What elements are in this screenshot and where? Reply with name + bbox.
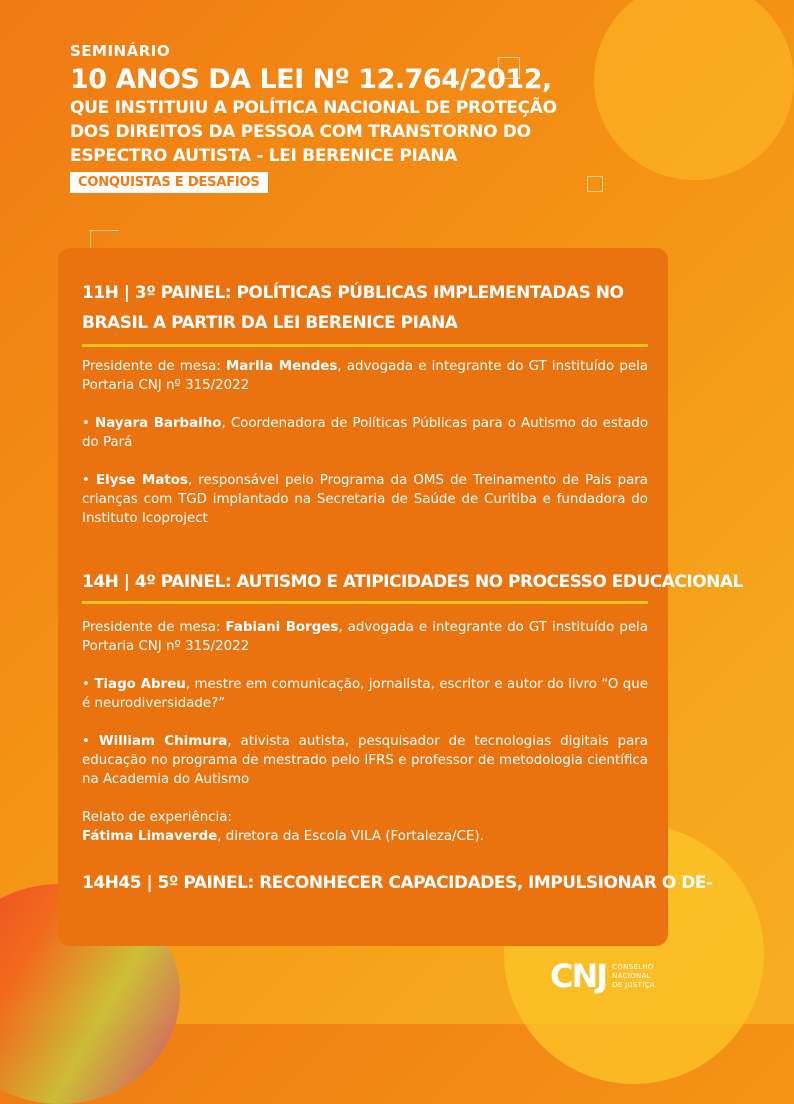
program-card bbox=[58, 248, 743, 946]
speaker-description: , Coordenadora de Políticas Públicas para o Autismo do estado do Pará bbox=[82, 416, 649, 450]
panel-4-report bbox=[82, 808, 648, 846]
decorative-square bbox=[587, 176, 603, 192]
panel-3-chair bbox=[82, 357, 648, 395]
event-subtitle-line-2: DOS DIREITOS DA PESSOA COM TRANSTORNO DO bbox=[70, 122, 531, 142]
panel-5-title: 14H45 | 5º PAINEL: RECONHECER CAPACIDADES, IMPULSIONAR O DE- bbox=[82, 873, 713, 893]
speaker-name: Tiago Abreu bbox=[94, 677, 186, 692]
speaker-description: , responsável pelo Programa da OMS de Treinamento de Pais para crianças com TGD implantado na Secretaria de Saúde de Curitiba e fundadora do Instituto Icoproject bbox=[82, 473, 648, 526]
chair-prefix: Presidente de mesa: bbox=[82, 359, 226, 374]
speaker-description: , mestre em comunicação, jornalista, escritor e autor do livro “O que é neurodiversidade?” bbox=[82, 677, 649, 711]
panel-3-speaker-1: • Nayara Barbalho, Coordenadora de Políticas Públicas para o Autismo do estado do Pará bbox=[82, 416, 649, 450]
speaker-name: Nayara Barbalho bbox=[94, 416, 222, 431]
panel-3-speaker-2: • Elyse Matos, responsável pelo Programa da OMS de Treinamento de Pais para crianças com TGD implantado na Secretaria de Saúde de Curitiba e fundadora do Instituto Icoproject bbox=[82, 473, 648, 526]
event-subtitle-line-1: QUE INSTITUIU A POLÍTICA NACIONAL DE PROTEÇÃO bbox=[70, 98, 557, 118]
event-title: 10 ANOS DA LEI Nº 12.764/2012, bbox=[70, 64, 552, 95]
report-name: Fátima Limaverde bbox=[82, 829, 218, 844]
decorative-circle-top-right bbox=[594, 0, 794, 180]
report-label: Relato de experiência: bbox=[82, 810, 232, 825]
cnj-logo-line: CONSELHO bbox=[612, 962, 654, 971]
chair-description: , advogada e integrante do GT instituído pela Portaria CNJ nº 315/2022 bbox=[82, 359, 649, 393]
speaker-description: , ativista autista, pesquisador de tecnologias digitais para educação no programa de mestrado pelo IFRS e professor de metodologia científica na Academia do Autismo bbox=[82, 734, 649, 787]
cnj-logo-line: DE JUSTIÇA bbox=[612, 980, 655, 989]
event-tag: CONQUISTAS E DESAFIOS bbox=[70, 172, 268, 193]
chair-prefix: Presidente de mesa: bbox=[82, 620, 226, 635]
speaker-name: William Chimura bbox=[98, 734, 228, 749]
panel-4-chair bbox=[82, 618, 648, 656]
cnj-logo-mark: CNJ bbox=[550, 957, 607, 995]
cnj-logo bbox=[550, 957, 655, 995]
panel-4-title: 14H | 4º PAINEL: AUTISMO E ATIPICIDADES NO PROCESSO EDUCACIONAL bbox=[82, 567, 648, 604]
chair-name: Marlla Mendes bbox=[225, 359, 338, 374]
event-subtitle-line-3: ESPECTRO AUTISTA - LEI BERENICE PIANA bbox=[70, 146, 458, 166]
chair-description: , advogada e integrante do GT instituído pela Portaria CNJ nº 315/2022 bbox=[82, 620, 648, 654]
panel-4-speaker-1: • Tiago Abreu, mestre em comunicação, jornalista, escritor e autor do livro “O que é neurodiversidade?” bbox=[82, 677, 649, 711]
cnj-logo-line: NACIONAL bbox=[612, 971, 651, 980]
chair-name: Fabiani Borges bbox=[225, 620, 339, 635]
panel-4-speaker-2: • William Chimura, ativista autista, pesquisador de tecnologias digitais para educação no programa de mestrado pelo IFRS e professor de metodologia científica na Academia do Autismo bbox=[82, 734, 649, 787]
event-kicker: SEMINÁRIO bbox=[70, 42, 171, 60]
report-description: , diretora da Escola VILA (Fortaleza/CE). bbox=[217, 829, 484, 844]
panel-3-title: 11H | 3º PAINEL: POLÍTICAS PÚBLICAS IMPLEMENTADAS NO BRASIL A PARTIR DA LEI BERENICE PIANA bbox=[82, 278, 648, 347]
event-header bbox=[70, 42, 557, 193]
speaker-name: Elyse Matos bbox=[96, 473, 188, 488]
cnj-logo-text bbox=[612, 963, 655, 990]
